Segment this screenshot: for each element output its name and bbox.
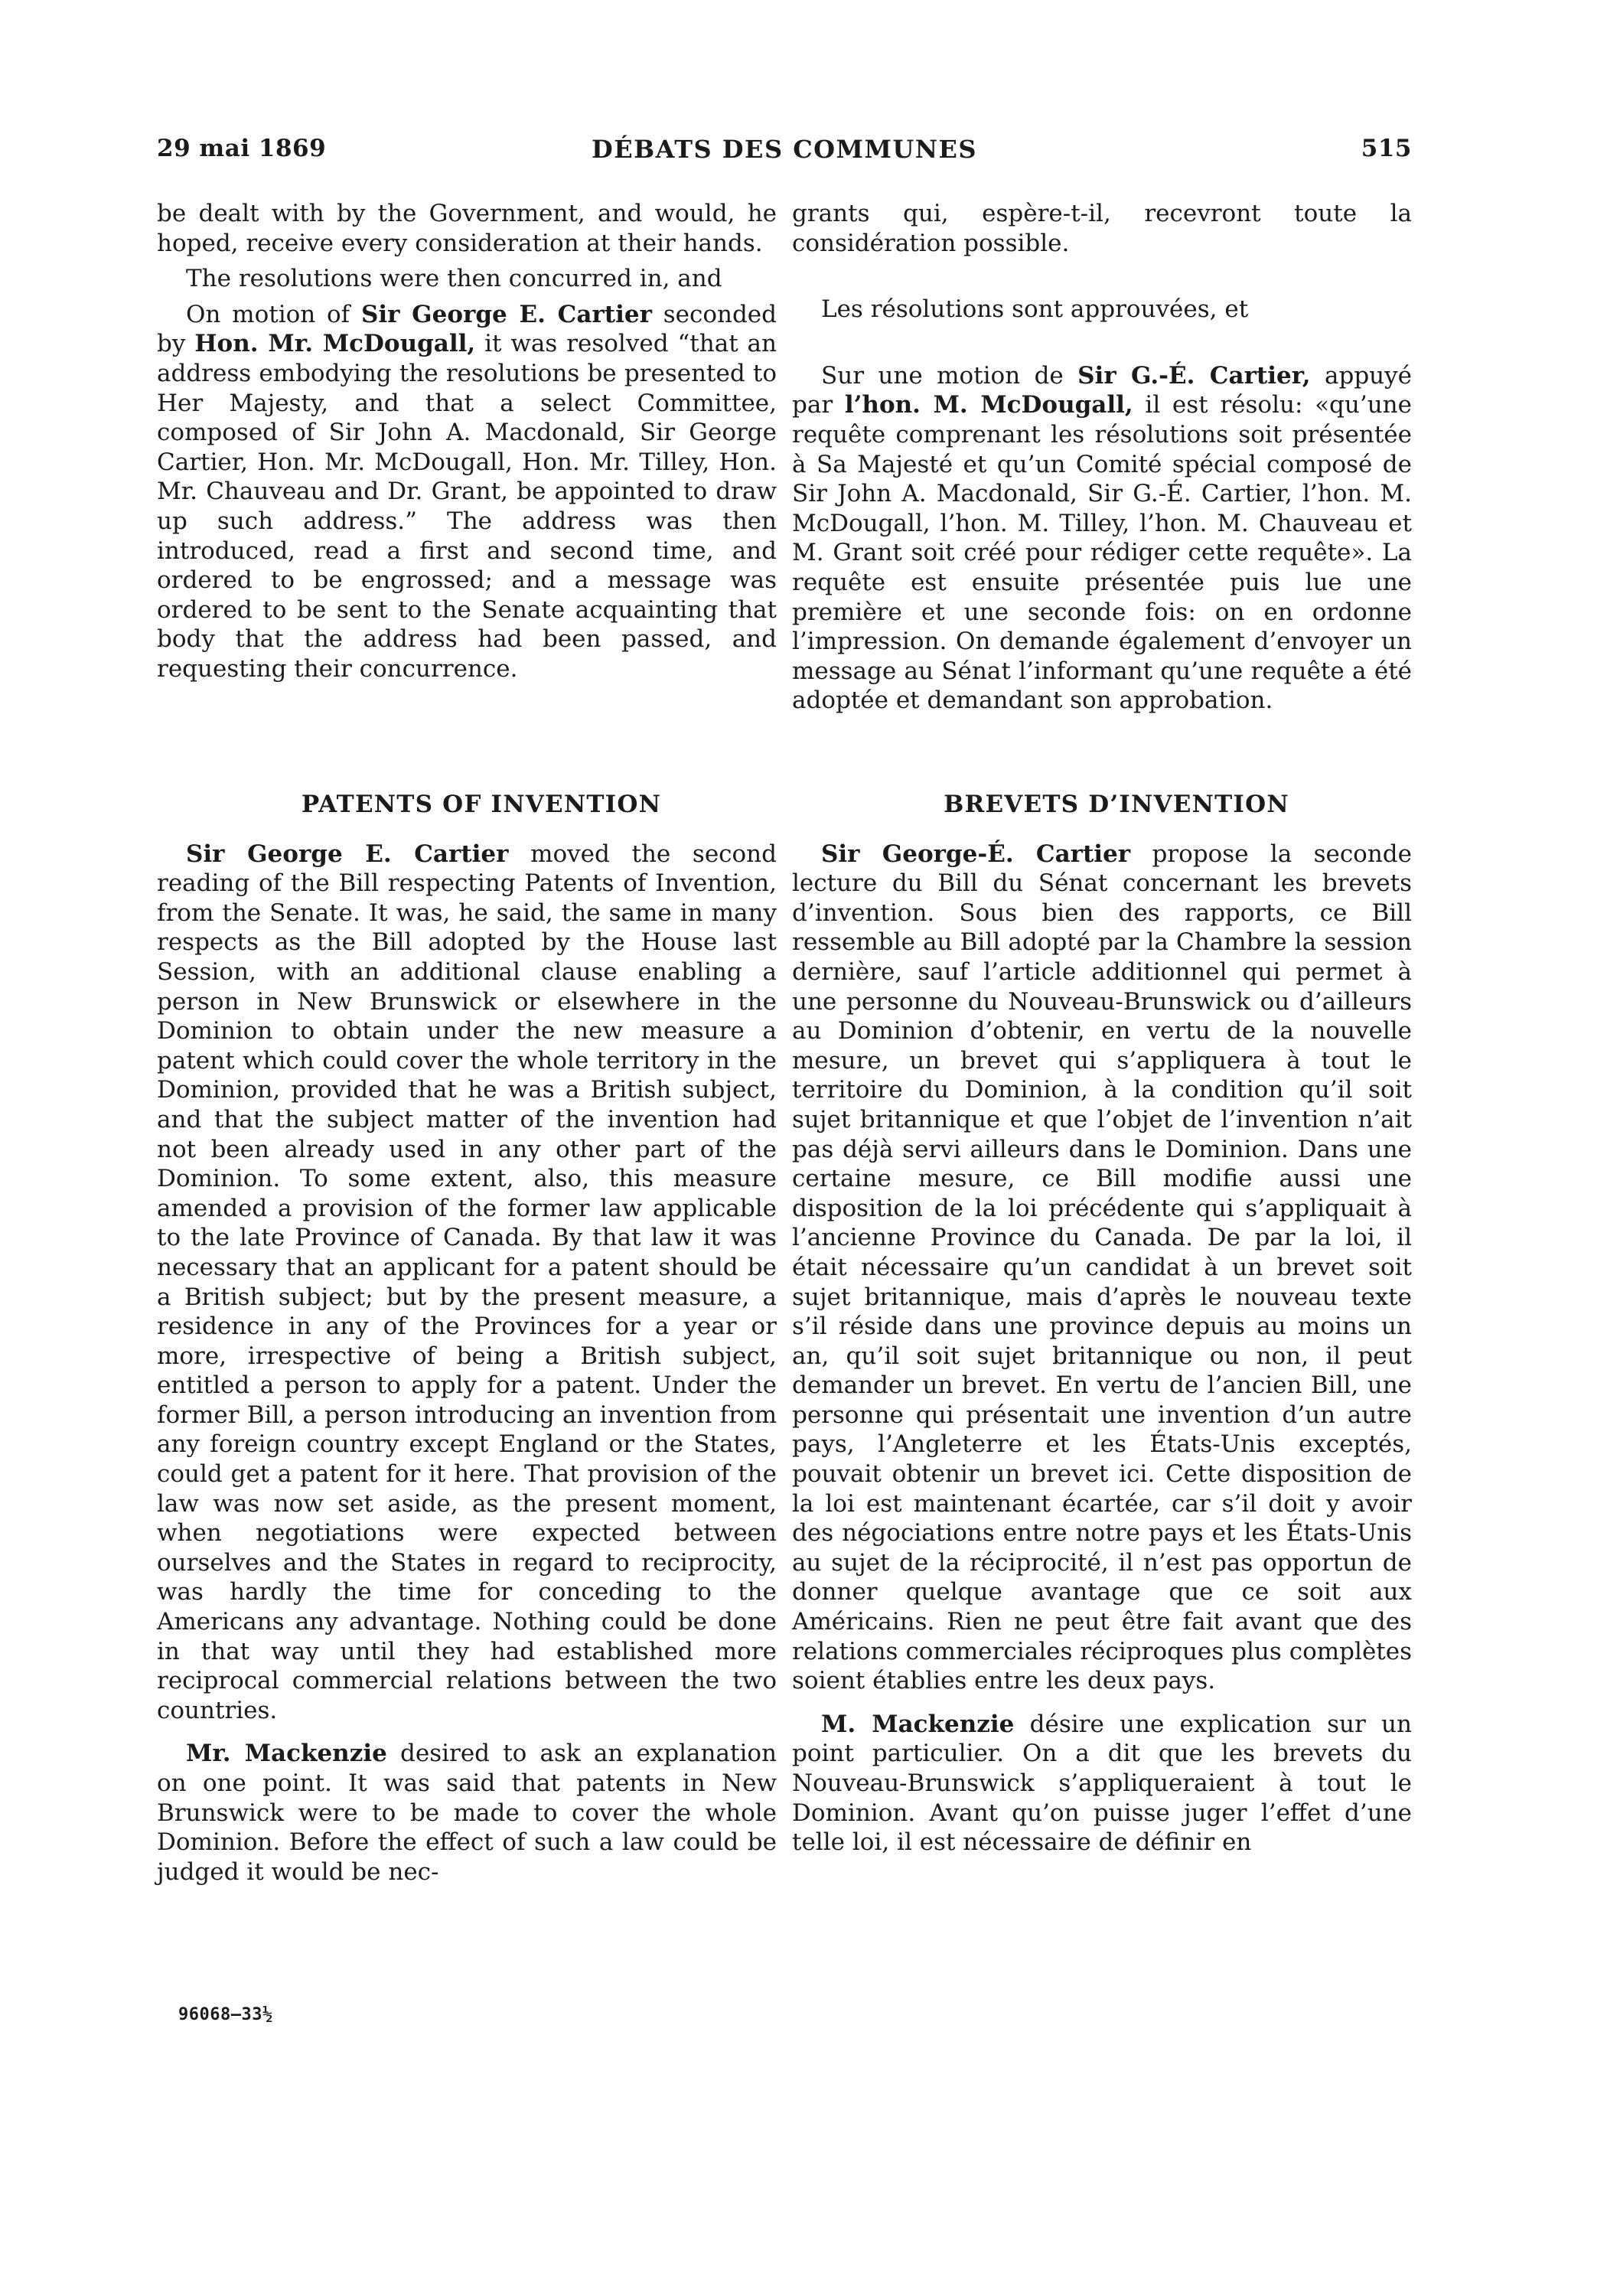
speaker-name: Sir George E. Cartier [186, 840, 509, 868]
en-p3-intro: On motion of [186, 300, 361, 328]
speaker-name: Hon. Mr. McDougall, [194, 330, 476, 358]
en-p3-rest: it was resolved “that an address embodying the resolutions be presented to Her Majesty, and that a select Committee, composed of Sir John A. Macdonald, Sir George Cartier, Hon. Mr. McDougall, Hon. Mr. Tilley, Hon. Mr. Chauveau and Dr. Grant, be appointed to draw up such address.” The address was then introduced, read a first and second time, and ordered to be engrossed; and a message was ordered to be sent to the Senate acquainting that body that the address had been passed, and requesting their concurrence. [157, 330, 777, 683]
en-paragraph-5 [157, 1739, 777, 1887]
header-date: 29 mai 1869 [157, 135, 327, 162]
fr-p4-rest: propose la seconde lecture du Bill du Sénat concernant les brevets d’invention. Sous bien des rapports, ce Bill ressemble au Bill adopté par la Chambre la session dernière, sauf l’article additionnel qui permet à une personne du Nouveau-Brunswick ou d’ailleurs au Dominion d’obtenir, en vertu de la nouvelle mesure, un brevet qui s’appliquera à tout le territoire du Dominion, à la condition qu’il soit sujet britannique et que l’objet de l’invention n’ait pas déjà servi ailleurs dans le Dominion. Dans une certaine mesure, ce Bill modifie aussi une disposition de la loi précédente qui s’appliquait à l’ancienne Province du Canada. De par la loi, il était nécessaire qu’un candidat à un brevet soit sujet britannique, mais d’après le nouveau texte s’il réside dans une province depuis au moins un an, qu’il soit sujet britannique ou non, il peut demander un brevet. En vertu de l’ancien Bill, une personne qui présentait une invention d’un autre pays, l’Angleterre et les États-Unis exceptés, pouvait obtenir un brevet ici. Cette disposition de la loi est maintenant écartée, car s’il doit y avoir des négociations entre notre pays et les États-Unis au sujet de la réciprocité, il n’est pas opportun de donner quelque avantage que ce soit aux Américains. Rien ne peut être fait avant que des relations commerciales réciproques plus complètes soient établies entre les deux pays. [792, 840, 1413, 1695]
fr-paragraph-3 [792, 361, 1412, 716]
section-heading: PATENTS OF INVENTION [301, 791, 662, 818]
section-heading: BREVETS D’INVENTION [944, 791, 1289, 818]
speaker-name: Sir George E. Cartier [360, 300, 652, 328]
en-paragraph-2: The resolutions were then concurred in, and [186, 265, 722, 293]
fr-p3-rest: il est résolu: «qu’une requête comprenant les résolutions soit présentée à Sa Majesté et qu’un Comité spécial composé de Sir John A. Macdonald, Sir G.-É. Cartier, l’hon. M. McDougall, l’hon. M. Tilley, l’hon. M. Chauveau et M. Grant soit créé pour rédiger cette requête». La requête est ensuite présentée puis lue une première et une seconde fois: on en ordonne l’impression. On demande également d’envoyer un message au Sénat l’informant qu’une requête a été adoptée et demandant son approbation. [792, 391, 1412, 715]
fr-paragraph-4 [792, 840, 1412, 1696]
fr-section-brevets [792, 790, 1412, 1857]
running-header [157, 135, 1412, 171]
header-title: DÉBATS DES COMMUNES [591, 135, 978, 164]
en-p5-rest: desired to ask an explanation on one point. It was said that patents in New Brunswick were to be made to cover the whole Dominion. Before the effect of such a law could be judged it would be nec- [157, 1740, 777, 1886]
en-paragraph-1: be dealt with by the Government, and would, he hoped, receive every consideration at their hands. [157, 200, 777, 257]
print-code: 96068—33½ [178, 2005, 273, 2024]
speaker-name: Mr. Mackenzie [186, 1740, 387, 1768]
fr-section-top [792, 199, 1412, 716]
fr-p3-intro: Sur une motion de [821, 361, 1078, 390]
en-section-top [157, 199, 777, 684]
speaker-name: l’hon. M. McDougall, [844, 391, 1133, 419]
fr-p3-mid: appuyé par [792, 361, 1412, 419]
speaker-name: Sir George-É. Cartier [821, 840, 1131, 868]
speaker-name: Sir G.-É. Cartier, [1077, 361, 1311, 390]
en-p3-mid: seconded by [157, 300, 777, 358]
en-paragraph-3 [157, 300, 777, 684]
page-number: 515 [1361, 135, 1412, 162]
speaker-name: M. Mackenzie [821, 1710, 1015, 1738]
en-section-patents [157, 790, 777, 1887]
fr-p5-rest: désire une explication sur un point particulier. On a dit que les brevets du Nouveau-Brunswick s’appliqueraient à tout le Dominion. Avant qu’on puisse juger l’effet d’une telle loi, il est nécessaire de définir en [792, 1710, 1412, 1857]
en-paragraph-4 [157, 840, 777, 1726]
fr-paragraph-2: Les résolutions sont approuvées, et [821, 295, 1249, 324]
fr-paragraph-1: grants qui, espère-t-il, recevront toute la considération possible. [792, 200, 1412, 257]
fr-paragraph-5 [792, 1710, 1412, 1857]
en-p4-rest: moved the second reading of the Bill respecting Patents of Invention, from the Senate. It was, he said, the same in many respects as the Bill adopted by the House last Session, with an additional clause enabling a person in New Brunswick or elsewhere in the Dominion to obtain under the new measure a patent which could cover the whole territory in the Dominion, provided that he was a British subject, and that the subject matter of the invention had not been already used in any other part of the Dominion. To some extent, also, this measure amended a provision of the former law applicable to the late Province of Canada. By that law it was necessary that an applicant for a patent should be a British subject; but by the present measure, a residence in any of the Provinces for a year or more, irrespective of being a British subject, entitled a person to apply for a patent. Under the former Bill, a person introducing an invention from any foreign country except England or the States, could get a patent for it here. That provision of the law was now set aside, as the present moment, when negotiations were expected between ourselves and the States in regard to reciprocity, was hardly the time for conceding to the Americans any advantage. Nothing could be done in that way until they had established more reciprocal commercial relations between the two countries. [157, 840, 777, 1724]
